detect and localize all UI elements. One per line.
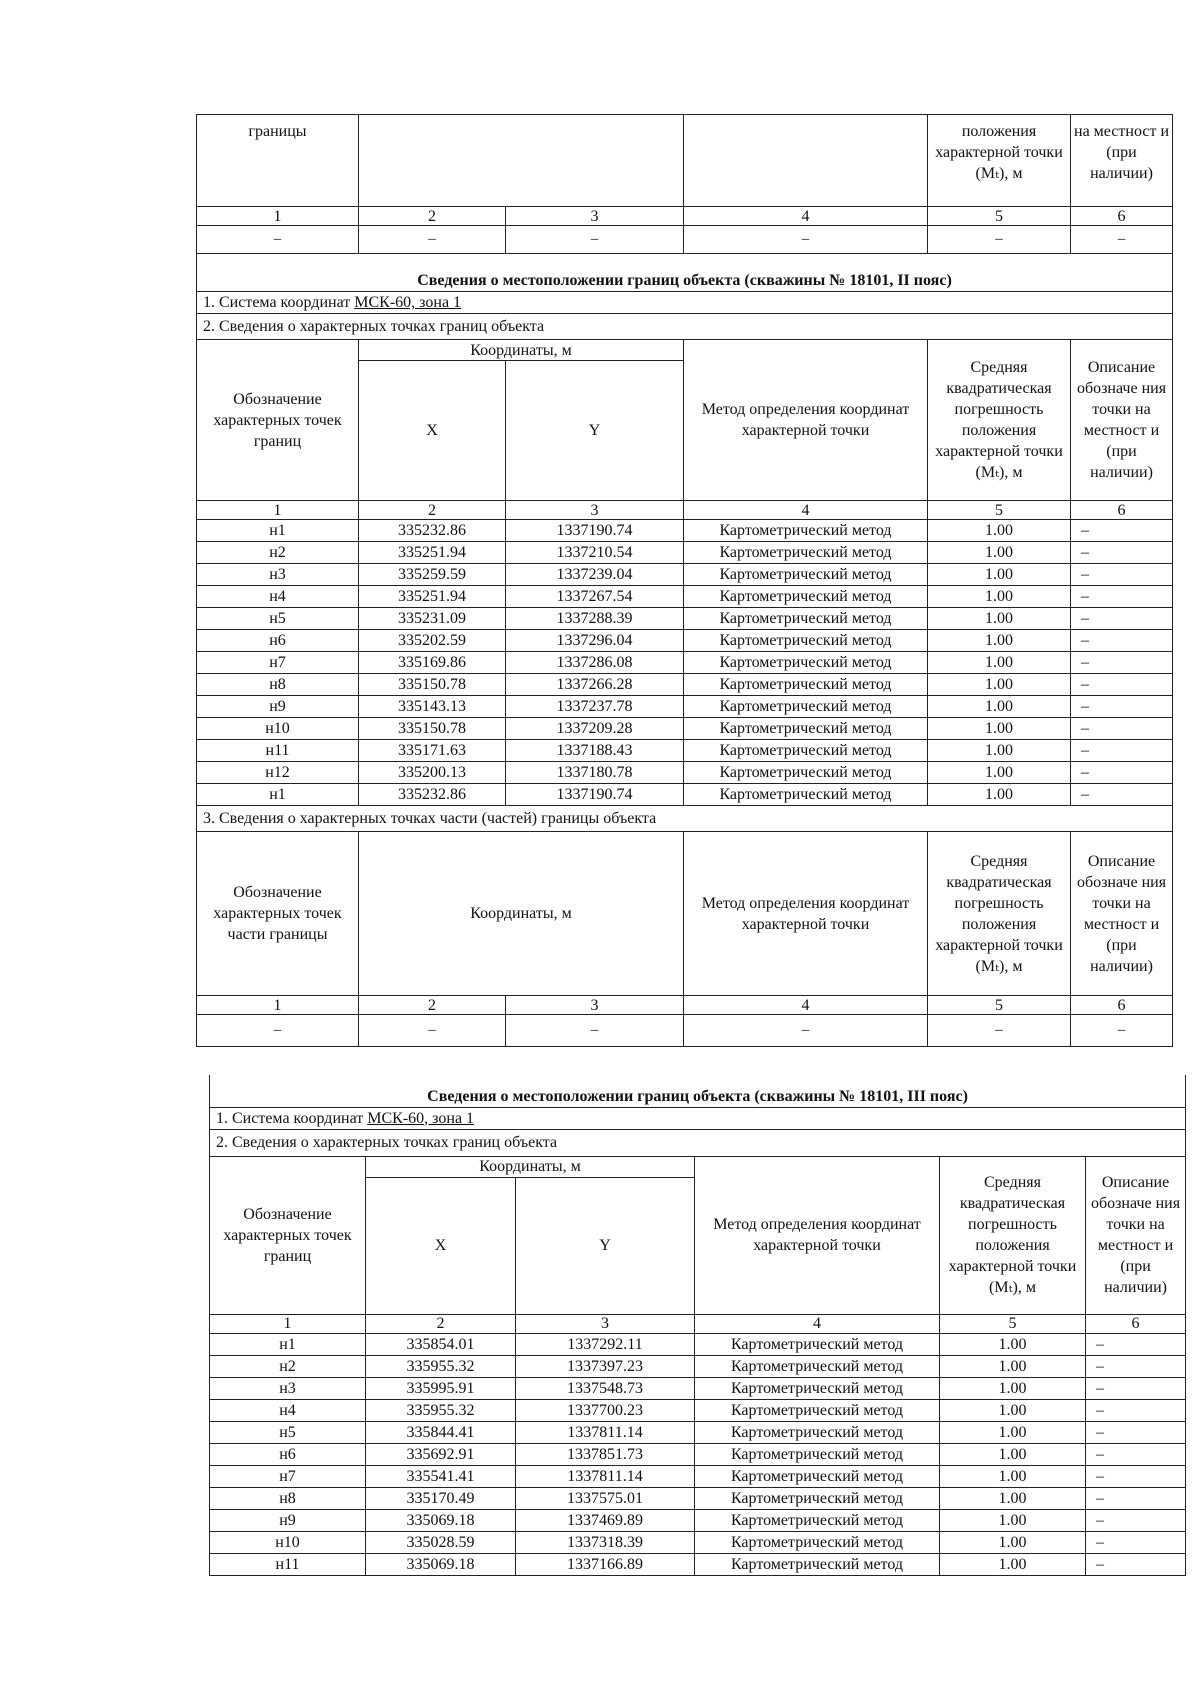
point-name: н5	[210, 1421, 366, 1443]
dash-cell: –	[506, 226, 684, 254]
point-name: н4	[210, 1399, 366, 1421]
header-y: Y	[516, 1177, 695, 1314]
description: –	[1071, 674, 1173, 696]
column-number: 6	[1071, 207, 1173, 226]
method: Картометрический метод	[684, 630, 928, 652]
error-value: 1.00	[940, 1377, 1086, 1399]
error-value: 1.00	[928, 696, 1071, 718]
method: Картометрический метод	[695, 1421, 940, 1443]
point-name: н8	[210, 1487, 366, 1509]
column-number: 3	[516, 1314, 695, 1333]
table-row	[210, 1421, 1186, 1443]
coord-x: 335251.94	[359, 542, 506, 564]
description: –	[1071, 542, 1173, 564]
error-value: 1.00	[940, 1355, 1086, 1377]
point-name: н11	[197, 740, 359, 762]
points-rows-zone3	[210, 1333, 1186, 1575]
coord-x: 335231.09	[359, 608, 506, 630]
description: –	[1086, 1487, 1186, 1509]
description: –	[1086, 1399, 1186, 1421]
header-coords: Координаты, м	[359, 340, 684, 361]
coord-x: 335995.91	[366, 1377, 516, 1399]
method: Картометрический метод	[695, 1509, 940, 1531]
continued-column-numbers	[197, 207, 1173, 226]
column-number: 5	[928, 207, 1071, 226]
coord-system	[210, 1107, 1186, 1129]
column-numbers-row	[197, 501, 1173, 520]
header-description: Описание обозначе ния точки на местност и (при наличии)	[1071, 340, 1173, 501]
point-name: н1	[197, 784, 359, 806]
table-row	[210, 1399, 1186, 1421]
column-number: 4	[684, 207, 928, 226]
method: Картометрический метод	[684, 520, 928, 542]
points-title: 2. Сведения о характерных точках границ объекта	[197, 314, 1173, 340]
point-name: н8	[197, 674, 359, 696]
table-row	[197, 608, 1173, 630]
coord-x: 335251.94	[359, 586, 506, 608]
description: –	[1071, 718, 1173, 740]
coord-x: 335170.49	[366, 1487, 516, 1509]
table-row	[210, 1553, 1186, 1575]
section-title-row	[210, 1075, 1186, 1107]
description: –	[1071, 762, 1173, 784]
coord-y: 1337296.04	[506, 630, 684, 652]
error-value: 1.00	[940, 1333, 1086, 1355]
point-name: н3	[197, 564, 359, 586]
continued-header-method	[684, 115, 928, 207]
coord-x: 335200.13	[359, 762, 506, 784]
coord-y: 1337180.78	[506, 762, 684, 784]
method: Картометрический метод	[695, 1531, 940, 1553]
table-row	[197, 586, 1173, 608]
column-number: 5	[928, 996, 1071, 1015]
points-title-row	[197, 314, 1173, 340]
coord-y: 1337288.39	[506, 608, 684, 630]
boundary-table-zone2	[196, 114, 1173, 1047]
error-value: 1.00	[928, 674, 1071, 696]
parts-header-designation: Обозначение характерных точек части границы	[197, 832, 359, 996]
table-row	[197, 762, 1173, 784]
coord-system-row	[197, 292, 1173, 314]
method: Картометрический метод	[695, 1553, 940, 1575]
dash-cell: –	[684, 226, 928, 254]
table-row	[210, 1487, 1186, 1509]
coord-y: 1337190.74	[506, 520, 684, 542]
coord-system-value: МСК-60, зона 1	[354, 294, 462, 311]
coord-x: 335955.32	[366, 1399, 516, 1421]
coord-y: 1337575.01	[516, 1487, 695, 1509]
header-method: Метод определения координат характерной точки	[684, 340, 928, 501]
dash-cell: –	[197, 1015, 359, 1047]
table-row	[197, 740, 1173, 762]
coord-y: 1337237.78	[506, 696, 684, 718]
description: –	[1086, 1553, 1186, 1575]
column-number: 3	[506, 996, 684, 1015]
column-number: 3	[506, 501, 684, 520]
parts-column-numbers-row	[197, 996, 1173, 1015]
table-row	[197, 542, 1173, 564]
coord-x: 335171.63	[359, 740, 506, 762]
point-name: н10	[210, 1531, 366, 1553]
header-error: Средняя квадратическая погрешность положения характерной точки (Mₜ), м	[928, 340, 1071, 501]
points-header-row	[197, 340, 1173, 361]
description: –	[1071, 608, 1173, 630]
point-name: н9	[197, 696, 359, 718]
column-numbers-row	[210, 1314, 1186, 1333]
error-value: 1.00	[940, 1531, 1086, 1553]
column-number: 5	[928, 501, 1071, 520]
continued-dash-row	[197, 226, 1173, 254]
coord-y: 1337209.28	[506, 718, 684, 740]
coord-y: 1337318.39	[516, 1531, 695, 1553]
method: Картометрический метод	[684, 784, 928, 806]
column-number: 6	[1071, 501, 1173, 520]
header-designation: Обозначение характерных точек границ	[210, 1156, 366, 1314]
method: Картометрический метод	[684, 674, 928, 696]
column-number: 4	[695, 1314, 940, 1333]
continued-header-description: на местност и (при наличии)	[1071, 115, 1173, 207]
coord-x: 335202.59	[359, 630, 506, 652]
column-number: 2	[366, 1314, 516, 1333]
method: Картометрический метод	[684, 586, 928, 608]
parts-header-row	[197, 832, 1173, 996]
column-number: 2	[359, 501, 506, 520]
method: Картометрический метод	[695, 1399, 940, 1421]
description: –	[1086, 1421, 1186, 1443]
error-value: 1.00	[928, 520, 1071, 542]
point-name: н1	[197, 520, 359, 542]
point-name: н4	[197, 586, 359, 608]
coord-x: 335955.32	[366, 1355, 516, 1377]
coord-y: 1337266.28	[506, 674, 684, 696]
point-name: н7	[197, 652, 359, 674]
method: Картометрический метод	[695, 1355, 940, 1377]
method: Картометрический метод	[684, 696, 928, 718]
description: –	[1086, 1531, 1186, 1553]
point-name: н6	[197, 630, 359, 652]
description: –	[1086, 1465, 1186, 1487]
coord-x: 335169.86	[359, 652, 506, 674]
boundary-table-zone3	[209, 1075, 1186, 1576]
method: Картометрический метод	[695, 1377, 940, 1399]
coord-x: 335150.78	[359, 718, 506, 740]
column-number: 4	[684, 996, 928, 1015]
column-number: 6	[1086, 1314, 1186, 1333]
point-name: н5	[197, 608, 359, 630]
error-value: 1.00	[928, 542, 1071, 564]
method: Картометрический метод	[684, 740, 928, 762]
method: Картометрический метод	[684, 542, 928, 564]
header-x: X	[366, 1177, 516, 1314]
point-name: н3	[210, 1377, 366, 1399]
header-y: Y	[506, 361, 684, 501]
coord-system-value: МСК-60, зона 1	[367, 1109, 475, 1127]
column-number: 1	[210, 1314, 366, 1333]
dash-cell: –	[684, 1015, 928, 1047]
coord-y: 1337397.23	[516, 1355, 695, 1377]
description: –	[1071, 586, 1173, 608]
section-title-zone3: Сведения о местоположении границ объекта (скважины № 18101, III пояс)	[210, 1075, 1186, 1107]
table-row	[210, 1443, 1186, 1465]
header-error: Средняя квадратическая погрешность положения характерной точки (Mₜ), м	[940, 1156, 1086, 1314]
dash-cell: –	[197, 226, 359, 254]
coord-y: 1337190.74	[506, 784, 684, 806]
error-value: 1.00	[928, 652, 1071, 674]
error-value: 1.00	[940, 1421, 1086, 1443]
column-number: 4	[684, 501, 928, 520]
dash-cell: –	[506, 1015, 684, 1047]
description: –	[1086, 1509, 1186, 1531]
description: –	[1071, 652, 1173, 674]
table-row	[197, 696, 1173, 718]
coord-y: 1337188.43	[506, 740, 684, 762]
dash-cell: –	[359, 1015, 506, 1047]
header-designation: Обозначение характерных точек границ	[197, 340, 359, 501]
coord-x: 335541.41	[366, 1465, 516, 1487]
parts-title-row	[197, 806, 1173, 832]
coord-y: 1337811.14	[516, 1421, 695, 1443]
column-number: 2	[359, 996, 506, 1015]
coord-x: 335069.18	[366, 1509, 516, 1531]
points-title-row	[210, 1129, 1186, 1156]
parts-dash-row	[197, 1015, 1173, 1047]
coord-system-label: 1. Система координат	[216, 1109, 364, 1127]
coord-system	[197, 292, 1173, 314]
coord-x: 335150.78	[359, 674, 506, 696]
dash-cell: –	[928, 1015, 1071, 1047]
continued-header-error: положения характерной точки (Mₜ), м	[928, 115, 1071, 207]
description: –	[1071, 630, 1173, 652]
dash-cell: –	[928, 226, 1071, 254]
error-value: 1.00	[928, 630, 1071, 652]
coord-x: 335259.59	[359, 564, 506, 586]
coord-x: 335143.13	[359, 696, 506, 718]
continued-header-coords	[359, 115, 684, 207]
method: Картометрический метод	[695, 1487, 940, 1509]
error-value: 1.00	[928, 608, 1071, 630]
coord-x: 335854.01	[366, 1333, 516, 1355]
table-row	[210, 1531, 1186, 1553]
table-row	[210, 1465, 1186, 1487]
method: Картометрический метод	[695, 1465, 940, 1487]
point-name: н12	[197, 762, 359, 784]
column-number: 1	[197, 501, 359, 520]
table-row	[197, 652, 1173, 674]
coord-x: 335692.91	[366, 1443, 516, 1465]
method: Картометрический метод	[684, 762, 928, 784]
continued-header-designation: границы	[197, 115, 359, 207]
coord-x: 335844.41	[366, 1421, 516, 1443]
description: –	[1071, 696, 1173, 718]
section-title-row	[197, 254, 1173, 292]
parts-header-method: Метод определения координат характерной точки	[684, 832, 928, 996]
error-value: 1.00	[928, 718, 1071, 740]
table-row	[210, 1355, 1186, 1377]
column-number: 5	[940, 1314, 1086, 1333]
error-value: 1.00	[940, 1443, 1086, 1465]
point-name: н2	[210, 1355, 366, 1377]
table-row	[210, 1377, 1186, 1399]
error-value: 1.00	[940, 1487, 1086, 1509]
method: Картометрический метод	[684, 608, 928, 630]
error-value: 1.00	[928, 564, 1071, 586]
column-number: 2	[359, 207, 506, 226]
parts-title: 3. Сведения о характерных точках части (частей) границы объекта	[197, 806, 1173, 832]
table-row	[197, 674, 1173, 696]
coord-x: 335232.86	[359, 520, 506, 542]
dash-cell: –	[1071, 1015, 1173, 1047]
point-name: н6	[210, 1443, 366, 1465]
coord-y: 1337548.73	[516, 1377, 695, 1399]
point-name: н9	[210, 1509, 366, 1531]
method: Картометрический метод	[684, 652, 928, 674]
description: –	[1086, 1355, 1186, 1377]
error-value: 1.00	[940, 1399, 1086, 1421]
dash-cell: –	[1071, 226, 1173, 254]
coord-x: 335069.18	[366, 1553, 516, 1575]
coord-y: 1337286.08	[506, 652, 684, 674]
description: –	[1071, 784, 1173, 806]
header-description: Описание обозначе ния точки на местност и (при наличии)	[1086, 1156, 1186, 1314]
error-value: 1.00	[928, 586, 1071, 608]
table-row	[197, 630, 1173, 652]
coord-y: 1337811.14	[516, 1465, 695, 1487]
continued-header-row	[197, 115, 1173, 207]
column-number: 1	[197, 207, 359, 226]
table-row	[197, 718, 1173, 740]
error-value: 1.00	[928, 740, 1071, 762]
error-value: 1.00	[940, 1509, 1086, 1531]
description: –	[1086, 1443, 1186, 1465]
point-name: н11	[210, 1553, 366, 1575]
method: Картометрический метод	[684, 564, 928, 586]
header-coords: Координаты, м	[366, 1156, 695, 1177]
parts-header-description: Описание обозначе ния точки на местност и (при наличии)	[1071, 832, 1173, 996]
method: Картометрический метод	[695, 1443, 940, 1465]
column-number: 3	[506, 207, 684, 226]
error-value: 1.00	[928, 762, 1071, 784]
table-row	[197, 564, 1173, 586]
parts-header-error: Средняя квадратическая погрешность положения характерной точки (Mₜ), м	[928, 832, 1071, 996]
description: –	[1071, 740, 1173, 762]
table-row	[197, 784, 1173, 806]
description: –	[1071, 564, 1173, 586]
table-row	[210, 1509, 1186, 1531]
point-name: н1	[210, 1333, 366, 1355]
error-value: 1.00	[940, 1465, 1086, 1487]
points-rows-zone2	[197, 520, 1173, 806]
coord-y: 1337166.89	[516, 1553, 695, 1575]
method: Картометрический метод	[695, 1333, 940, 1355]
header-x: X	[359, 361, 506, 501]
method: Картометрический метод	[684, 718, 928, 740]
coord-y: 1337210.54	[506, 542, 684, 564]
error-value: 1.00	[928, 784, 1071, 806]
column-number: 6	[1071, 996, 1173, 1015]
table-row	[197, 520, 1173, 542]
coord-y: 1337851.73	[516, 1443, 695, 1465]
table-row	[210, 1333, 1186, 1355]
coord-x: 335232.86	[359, 784, 506, 806]
points-title: 2. Сведения о характерных точках границ объекта	[210, 1129, 1186, 1156]
dash-cell: –	[359, 226, 506, 254]
section-title-zone2: Сведения о местоположении границ объекта (скважины № 18101, II пояс)	[197, 254, 1173, 292]
coord-x: 335028.59	[366, 1531, 516, 1553]
header-method: Метод определения координат характерной точки	[695, 1156, 940, 1314]
point-name: н2	[197, 542, 359, 564]
coord-y: 1337700.23	[516, 1399, 695, 1421]
parts-header-coords: Координаты, м	[359, 832, 684, 996]
points-header-row	[210, 1156, 1186, 1177]
description: –	[1086, 1333, 1186, 1355]
coord-system-label: 1. Система координат	[203, 294, 351, 311]
column-number: 1	[197, 996, 359, 1015]
point-name: н7	[210, 1465, 366, 1487]
coord-y: 1337239.04	[506, 564, 684, 586]
coord-y: 1337267.54	[506, 586, 684, 608]
description: –	[1086, 1377, 1186, 1399]
point-name: н10	[197, 718, 359, 740]
description: –	[1071, 520, 1173, 542]
coord-y: 1337292.11	[516, 1333, 695, 1355]
error-value: 1.00	[940, 1553, 1086, 1575]
coord-system-row	[210, 1107, 1186, 1129]
coord-y: 1337469.89	[516, 1509, 695, 1531]
